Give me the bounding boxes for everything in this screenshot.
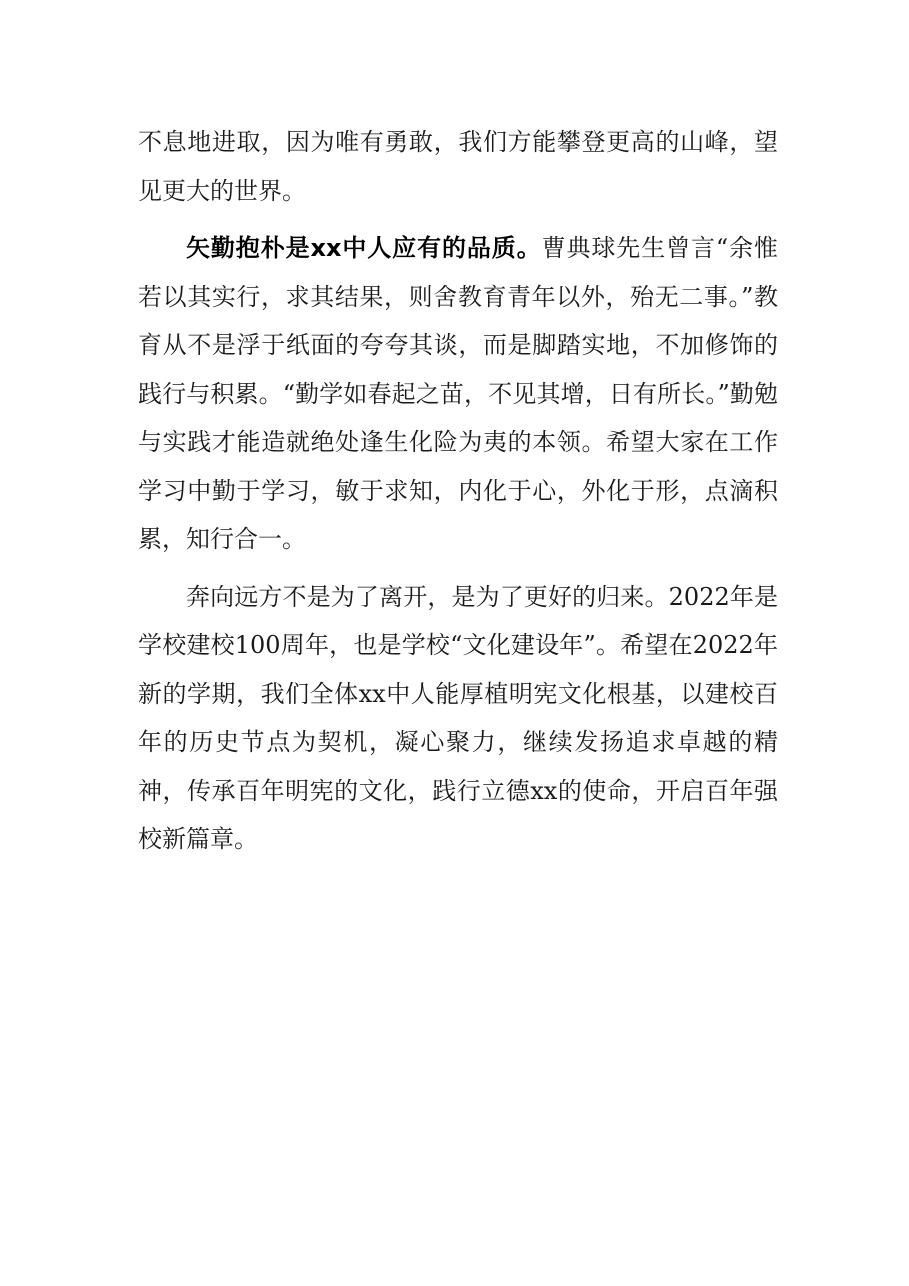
paragraph-text: 不息地进取，因为唯有勇敢，我们方能攀登更高的山峰，望见更大的世界。 bbox=[138, 128, 778, 205]
paragraph-lead-heading: 矢勤抱朴是xx中人应有的品质。 bbox=[186, 234, 542, 262]
document-body bbox=[138, 118, 778, 864]
paragraph-diligence bbox=[138, 224, 778, 564]
paragraph-centennial bbox=[138, 573, 778, 864]
paragraph-text: 曹典球先生曾言“余惟若以其实行，求其结果，则舍教育青年以外，殆无二事。”教育从不是浮于纸面的夸夸其谈，而是脚踏实地，不加修饰的践行与积累。“勤学如春起之苗，不见其增，日有所长。”勤勉与实践才能造就绝处逢生化险为夷的本领。希望大家在工作学习中勤于学习，敏于求知，内化于心，外化于形，点滴积累，知行合一。 bbox=[138, 234, 778, 553]
paragraph-text: 奔向远方不是为了离开，是为了更好的归来。2022年是学校建校100周年，也是学校“文化建设年”。希望在2022年新的学期，我们全体xx中人能厚植明宪文化根基，以建校百年的历史节点为契机，凝心聚力，继续发扬追求卓越的精神，传承百年明宪的文化，践行立德xx的使命，开启百年强校新篇章。 bbox=[138, 582, 778, 853]
paragraph-continuation bbox=[138, 118, 778, 215]
